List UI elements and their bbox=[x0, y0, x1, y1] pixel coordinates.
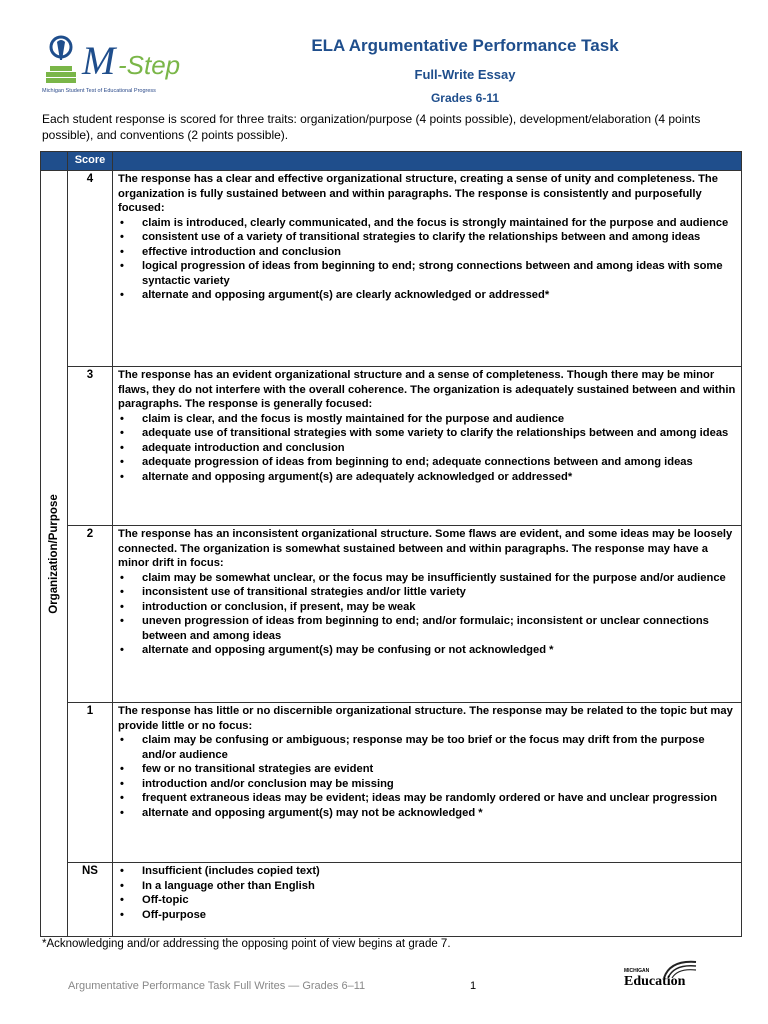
description-lead: The response has an inconsistent organizational structure. Some flaws are evident, and some ideas may be loosely connected. The organization is somewhat sustained between and within paragraphs. The response may have a minor drift in focus: bbox=[118, 528, 733, 569]
table-row bbox=[41, 171, 742, 367]
score-cell: 2 bbox=[68, 526, 113, 703]
list-item: • inconsistent use of transitional strategies and/or little variety bbox=[118, 585, 736, 600]
description-lead: The response has a clear and effective organizational structure, creating a sense of unity and completeness. The organization is fully sustained between and within paragraphs. The response is consistently and purposefully focused: bbox=[118, 173, 718, 214]
page-subtitle: Full-Write Essay bbox=[414, 67, 516, 82]
table-row bbox=[41, 703, 742, 863]
description-cell bbox=[113, 526, 742, 703]
mstep-logo-mark bbox=[42, 34, 192, 88]
list-item: • alternate and opposing argument(s) may be confusing or not acknowledged * bbox=[118, 643, 736, 658]
list-item: • claim is clear, and the focus is mostly maintained for the purpose and audience bbox=[118, 412, 736, 427]
list-item: • logical progression of ideas from beginning to end; strong connections between and among ideas with some syntactic variety bbox=[118, 259, 736, 288]
list-item: • introduction or conclusion, if present, may be weak bbox=[118, 600, 736, 615]
list-item: • effective introduction and conclusion bbox=[118, 245, 736, 260]
footer-text: Argumentative Performance Task Full Writes — Grades 6–11 bbox=[68, 980, 366, 992]
list-item: • consistent use of a variety of transitional strategies to clarify the relationships between and among ideas bbox=[118, 230, 736, 245]
description-lead: The response has an evident organizational structure and a sense of completeness. Though there may be minor flaws, they do not interfere with the overall coherence. The organization is adequately sustained between and within paragraphs. The response is generally focused: bbox=[118, 369, 736, 410]
table-row bbox=[41, 863, 742, 937]
list-item: • adequate progression of ideas from beginning to end; adequate connections between and among ideas bbox=[118, 455, 736, 470]
list-item: • Insufficient (includes copied text) bbox=[118, 864, 736, 879]
criteria-list bbox=[118, 216, 736, 303]
list-item: • adequate introduction and conclusion bbox=[118, 441, 736, 456]
criteria-list bbox=[118, 864, 736, 922]
grades-label: Grades 6-11 bbox=[430, 91, 500, 105]
list-item: • Off-topic bbox=[118, 893, 736, 908]
trait-header-cell bbox=[41, 152, 68, 171]
description-cell bbox=[113, 703, 742, 863]
mstep-logo bbox=[42, 34, 192, 98]
page-title: ELA Argumentative Performance Task bbox=[311, 36, 619, 55]
list-item: • frequent extraneous ideas may be evident; ideas may be randomly ordered or have and unclear progression bbox=[118, 791, 736, 806]
edu-logo-small-text: MICHIGAN bbox=[624, 968, 650, 974]
list-item: • claim may be somewhat unclear, or the focus may be insufficiently sustained for the purpose and/or audience bbox=[118, 571, 736, 586]
trait-cell bbox=[41, 171, 68, 937]
description-cell bbox=[113, 863, 742, 937]
list-item: • introduction and/or conclusion may be missing bbox=[118, 777, 736, 792]
list-item: • alternate and opposing argument(s) may not be acknowledged * bbox=[118, 806, 736, 821]
list-item: • adequate use of transitional strategies with some variety to clarify the relationships between and among ideas bbox=[118, 426, 736, 441]
michigan-education-logo bbox=[624, 958, 702, 992]
mstep-tagline: Michigan Student Test of Educational Progress bbox=[42, 88, 156, 94]
criteria-list bbox=[118, 733, 736, 820]
description-cell bbox=[113, 171, 742, 367]
list-item: • alternate and opposing argument(s) are clearly acknowledged or addressed* bbox=[118, 288, 736, 303]
edu-logo-big-text: Education bbox=[624, 974, 686, 989]
description-header-cell bbox=[113, 152, 742, 171]
table-header-row bbox=[41, 152, 742, 171]
table-row bbox=[41, 526, 742, 703]
criteria-list bbox=[118, 412, 736, 485]
footnote: *Acknowledging and/or addressing the opposing point of view begins at grade 7. bbox=[42, 938, 451, 950]
score-header: Score bbox=[68, 152, 113, 171]
list-item: • claim may be confusing or ambiguous; response may be too brief or the focus may drift from the purpose and/or audience bbox=[118, 733, 736, 762]
criteria-list bbox=[118, 571, 736, 658]
score-cell: 1 bbox=[68, 703, 113, 863]
description-cell bbox=[113, 367, 742, 526]
list-item: • few or no transitional strategies are evident bbox=[118, 762, 736, 777]
list-item: • alternate and opposing argument(s) are adequately acknowledged or addressed* bbox=[118, 470, 736, 485]
list-item: • claim is introduced, clearly communicated, and the focus is strongly maintained for the purpose and audience bbox=[118, 216, 736, 231]
list-item: • uneven progression of ideas from beginning to end; and/or formulaic; inconsistent or unclear connections between and among ideas bbox=[118, 614, 736, 643]
page-number: 1 bbox=[470, 980, 477, 992]
score-cell: 3 bbox=[68, 367, 113, 526]
list-item: • Off-purpose bbox=[118, 908, 736, 923]
intro-paragraph: Each student response is scored for three traits: organization/purpose (4 points possible), development/elaboration (4 points possible), and conventions (2 points possible). bbox=[42, 112, 701, 142]
list-item: • In a language other than English bbox=[118, 879, 736, 894]
table-row bbox=[41, 367, 742, 526]
score-cell: 4 bbox=[68, 171, 113, 367]
score-cell: NS bbox=[68, 863, 113, 937]
rubric-table bbox=[40, 151, 742, 937]
svg-text:M: M bbox=[82, 38, 116, 83]
trait-label: Organization/Purpose bbox=[47, 493, 60, 614]
description-lead: The response has little or no discernible organizational structure. The response may be related to the topic but may provide little or no focus: bbox=[118, 705, 733, 732]
svg-text:-Step: -Step bbox=[118, 50, 181, 80]
